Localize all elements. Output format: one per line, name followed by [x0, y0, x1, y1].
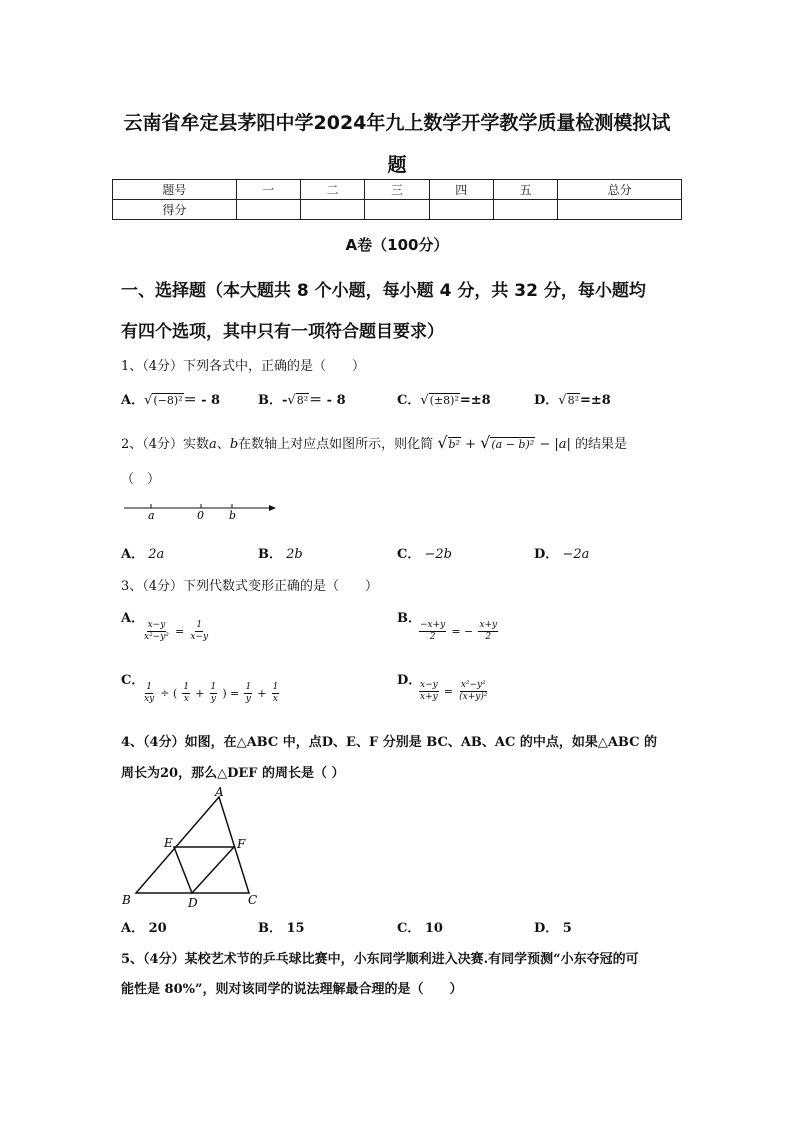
question-4-stem: 4、（4分）如图，在△ABC 中，点D、E、F 分别是 BC、AB、AC 的中点，如果△ABC 的	[121, 735, 658, 750]
q3-option-b-expr	[419, 620, 498, 643]
vertex-label-a: A	[215, 785, 224, 799]
q2-option-c[interactable]	[397, 543, 452, 562]
plus-sign: +	[465, 437, 477, 452]
equals-sign: =	[443, 685, 454, 698]
score-input-cell[interactable]	[300, 200, 364, 220]
score-table	[112, 179, 682, 220]
numerator: 1	[272, 682, 279, 692]
score-cell: 总分	[558, 180, 682, 200]
q1-option-b[interactable]: B．-√8²＝ - 8	[258, 393, 346, 408]
vertex-label-e: E	[164, 836, 173, 850]
absolute-a: |a|	[554, 437, 571, 452]
q3-option-b-label[interactable]: B．	[397, 611, 421, 626]
minus-sign: −	[539, 437, 551, 452]
arrow-icon	[269, 505, 276, 511]
equals-sign: =	[175, 625, 185, 638]
equals-minus: = −	[451, 625, 474, 638]
numerator: x²−y²	[460, 680, 486, 690]
score-cell: 得分	[113, 200, 237, 220]
radicand-b2: b²	[448, 438, 460, 451]
question-2-stem: 2、（4分）实数a、b在数轴上对应点如图所示，则化简 √b² + √(a − b)² − |a| 的结果是	[121, 433, 628, 452]
score-cell: 二	[300, 180, 364, 200]
q3-option-d-expr	[419, 680, 488, 703]
q3-option-a-expr	[143, 620, 209, 643]
score-cell: 三	[365, 180, 429, 200]
numerator: 1	[245, 682, 252, 692]
denominator: y	[245, 694, 251, 704]
denominator: x+y	[420, 692, 438, 702]
q4-option-b[interactable]: B． 15	[258, 921, 305, 936]
numerator: 1	[183, 682, 190, 692]
option-value: 2b	[286, 547, 303, 562]
denominator: 2	[429, 632, 436, 642]
axis-label-0: 0	[197, 509, 204, 522]
radicand: 8²	[296, 394, 309, 407]
minus-sign: -	[282, 393, 288, 408]
denominator: (x+y)²	[459, 692, 488, 702]
option-label: C．	[397, 547, 421, 562]
q4-option-d[interactable]: D． 5	[534, 921, 572, 936]
radicand: (±8)²	[429, 394, 459, 407]
close-equals: ) =	[222, 687, 240, 700]
q1-option-a[interactable]: A．√(−8)²＝ - 8	[121, 393, 221, 408]
triangle-abc	[136, 797, 249, 893]
vertex-label-c: C	[248, 893, 258, 907]
score-input-cell[interactable]	[236, 200, 300, 220]
document-title: 云南省牟定县茅阳中学2024年九上数学开学教学质量检测模拟试	[123, 112, 671, 134]
question-5-stem: 5、（4分）某校艺术节的乒乓球比赛中，小东同学顺利进入决赛.有同学预测“小东夺冠的可	[121, 952, 639, 967]
score-input-cell[interactable]	[365, 200, 429, 220]
triangle-def	[174, 847, 234, 893]
question-5-stem-continued: 能性是 80%”，则对该同学的说法理解最合理的是（ ）	[121, 982, 463, 997]
question-4-stem-continued: 周长为20，那么△DEF 的周长是（ ）	[121, 766, 345, 781]
numerator: 1	[210, 682, 217, 692]
numerator: 1	[196, 620, 203, 630]
score-input-cell[interactable]	[429, 200, 493, 220]
denominator: 2	[485, 632, 492, 642]
option-value: −2b	[424, 547, 452, 562]
numerator: x−y	[420, 680, 438, 690]
option-rhs: =±8	[580, 393, 611, 408]
vertex-label-f: F	[237, 837, 246, 851]
option-value: −2a	[562, 547, 590, 562]
section-heading: 一、选择题（本大题共 8 个小题，每小题 4 分，共 32 分，每小题均	[121, 281, 646, 301]
numerator: −x+y	[420, 620, 446, 630]
score-cell: 一	[236, 180, 300, 200]
axis-label-b: b	[229, 509, 237, 522]
option-label: C．	[397, 393, 421, 408]
plus-sign: +	[195, 687, 205, 700]
radicand: (−8)²	[153, 394, 183, 407]
option-label: D．	[534, 393, 559, 408]
stem-text: 在数轴上对应点如图所示，则化简	[238, 437, 434, 452]
score-table-score-row	[113, 200, 682, 220]
q1-option-c[interactable]: C．√(±8)²=±8	[397, 393, 491, 408]
option-label: B．	[258, 393, 282, 408]
question-3-stem: 3、（4分）下列代数式变形正确的是（ ）	[121, 579, 379, 594]
radicand: 8²	[567, 394, 579, 407]
score-cell: 四	[429, 180, 493, 200]
option-rhs: ＝ - 8	[309, 393, 346, 408]
stem-text: 的结果是	[575, 437, 628, 452]
divide-sign: ÷ (	[160, 687, 178, 700]
denominator: y	[210, 694, 216, 704]
denominator: x−y	[190, 632, 209, 642]
score-table-header-row	[113, 180, 682, 200]
q3-option-c-label[interactable]: C．	[121, 673, 145, 688]
q3-option-a-label[interactable]: A．	[121, 611, 145, 626]
denominator: x	[183, 694, 189, 704]
variable-a: a	[209, 437, 217, 452]
option-label: A．	[121, 393, 145, 408]
q3-option-c-expr	[143, 682, 279, 705]
denominator: x	[272, 694, 278, 704]
question-1-stem: 1、（4分）下列各式中，正确的是（ ）	[121, 359, 366, 374]
radicand-ab: (a − b)²	[491, 438, 535, 451]
plus-sign: +	[257, 687, 267, 700]
option-rhs: ＝ - 8	[183, 393, 221, 408]
q2-option-d[interactable]	[534, 543, 589, 562]
q1-option-d[interactable]: D．√8²=±8	[534, 393, 611, 408]
variable-b: b	[229, 437, 239, 452]
separator: 、	[216, 437, 230, 452]
document-title-continued: 题	[387, 154, 407, 176]
vertex-label-b: B	[122, 893, 131, 907]
q2-option-b[interactable]	[258, 543, 303, 562]
stem-text: 2、（4分）实数	[121, 437, 210, 452]
axis-label-a: a	[148, 509, 155, 522]
denominator: xy	[144, 694, 155, 704]
score-cell: 题号	[113, 180, 237, 200]
q4-option-c[interactable]: C． 10	[397, 921, 443, 936]
q3-option-d-label[interactable]: D．	[397, 673, 422, 688]
number-line-figure	[118, 495, 283, 523]
q4-option-a[interactable]: A． 20	[121, 921, 167, 936]
numerator: 1	[146, 682, 152, 692]
numerator: x+y	[479, 620, 498, 630]
score-cell: 五	[493, 180, 557, 200]
denominator: x²−y²	[144, 632, 169, 642]
section-heading-continued: 有四个选项，其中只有一项符合题目要求）	[121, 322, 444, 342]
q2-option-a[interactable]	[121, 543, 164, 562]
triangle-figure	[118, 785, 268, 913]
option-value: 2a	[148, 547, 165, 562]
score-input-cell[interactable]	[493, 200, 557, 220]
option-label: D．	[534, 547, 559, 562]
part-a-heading: A卷（100分）	[345, 236, 449, 254]
answer-paren: （ ）	[121, 472, 161, 487]
option-rhs: =±8	[459, 393, 491, 408]
option-label: B．	[258, 547, 282, 562]
score-input-cell[interactable]	[558, 200, 682, 220]
numerator: x−y	[147, 620, 166, 630]
option-label: A．	[121, 547, 145, 562]
vertex-label-d: D	[188, 896, 198, 910]
